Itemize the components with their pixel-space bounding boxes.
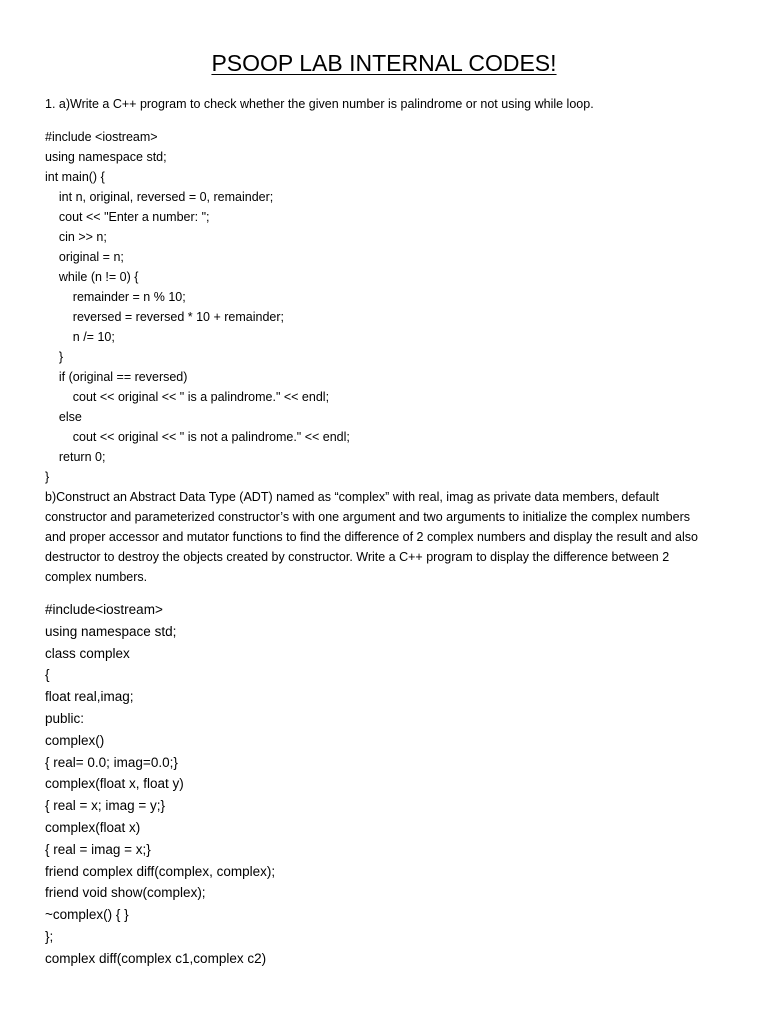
code-line: #include<iostream> [45,602,163,617]
code-block-palindrome [45,127,350,487]
question-1b-text [45,487,735,587]
code-line: return 0; [45,450,106,464]
code-line: } [45,350,64,364]
code-line: complex() [45,732,105,748]
code-line: complex(float x) [45,819,141,835]
code-line: { real = x; imag = y;} [45,798,166,814]
question-1a-text: 1. a)Write a C++ program to check whether the given number is palindrome or not using while loop. [45,97,594,111]
code-line: original = n; [45,250,124,264]
code-line: friend complex diff(complex, complex); [45,863,276,879]
code-line: cout << original << " is a palindrome." << endl; [45,390,330,404]
question-1b-line: complex numbers. [45,570,148,584]
code-line: complex(float x, float y) [45,776,184,792]
code-line: else [45,410,82,424]
code-line: while (n != 0) { [45,270,139,284]
code-line: friend void show(complex); [45,885,206,901]
code-block-complex [45,599,275,970]
code-line: cout << "Enter a number: "; [45,210,210,224]
code-line: if (original == reversed) [45,370,188,384]
code-line: using namespace std; [45,150,167,164]
code-line: int n, original, reversed = 0, remainder; [45,190,274,204]
question-1b-line: constructor and parameterized constructor’s with one argument and two arguments to initialize the complex numbers [45,510,691,524]
code-line: using namespace std; [45,623,177,639]
code-line: ~complex() { } [45,907,129,923]
code-line: public: [45,710,85,726]
page-title: PSOOP LAB INTERNAL CODES! [211,50,557,76]
code-line: { real = imag = x;} [45,841,151,857]
code-line: n /= 10; [45,330,115,344]
code-line: class complex [45,645,130,661]
code-line: { real= 0.0; imag=0.0;} [45,754,178,770]
code-line: } [45,470,50,484]
question-1b-line: and proper accessor and mutator functions to find the difference of 2 complex numbers and display the result and also [45,530,698,544]
code-line: int main() { [45,170,105,184]
code-line: remainder = n % 10; [45,290,186,304]
question-1b-line: b)Construct an Abstract Data Type (ADT) named as “complex” with real, imag as private data members, default [45,490,659,504]
code-line: cin >> n; [45,230,107,244]
code-line: { [45,667,50,683]
code-line: #include <iostream> [45,130,158,144]
code-line: float real,imag; [45,689,134,705]
question-1b-line: destructor to destroy the objects created by constructor. Write a C++ program to display the difference between 2 [45,550,670,564]
code-line: reversed = reversed * 10 + remainder; [45,310,285,324]
code-line: }; [45,928,54,944]
code-line: cout << original << " is not a palindrome." << endl; [45,430,350,444]
code-line: complex diff(complex c1,complex c2) [45,950,267,966]
